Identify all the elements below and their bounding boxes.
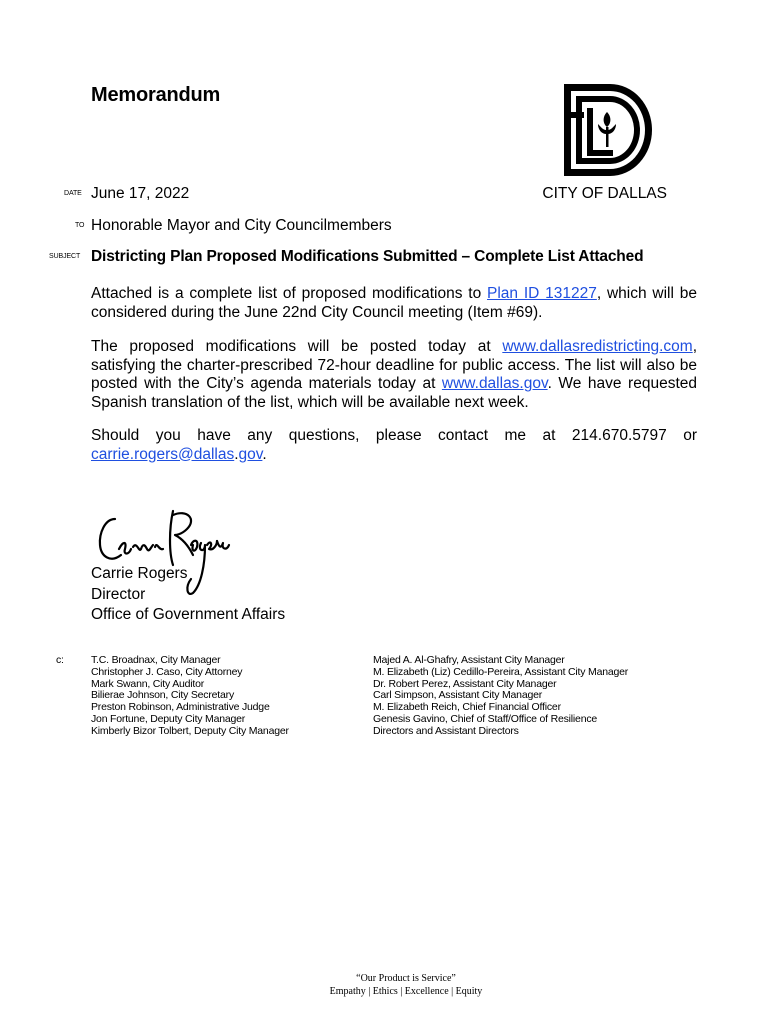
signer-title: Director [91,585,146,603]
cc-item: Jon Fortune, Deputy City Manager [91,712,246,725]
p1-text-end: , which will be considered during the June 22nd City Council meeting (Item #69). [91,285,697,321]
cc-item: Bilierae Johnson, City Secretary [91,689,234,702]
p3-period: . [262,445,267,463]
cc-left-column [91,655,289,738]
paragraph-1 [91,285,697,322]
cc-right-column [373,655,628,738]
p2-text-end: . We have requested Spanish translation of the list, which will be available next week. [91,375,697,411]
plan-id-link[interactable]: Plan ID 131227 [487,285,597,302]
signer-name: Carrie Rogers [91,565,188,582]
cc-item: M. Elizabeth (Liz) Cedillo-Pereira, Assistant City Manager [373,665,629,678]
memo-title: Memorandum [91,84,221,106]
cc-item: Genesis Gavino, Chief of Staff/Office of Resilience [373,712,598,725]
p2-text-mid: , satisfying the charter-prescribed 72-hour deadline for public access. The list will also be posted with the City’s agenda materials today at [91,338,697,392]
date-value: June 17, 2022 [91,185,190,202]
cc-item: Carl Simpson, Assistant City Manager [373,689,543,702]
p3-line-1: Should you have any questions, please contact me at 214.670.5797 or [91,427,697,444]
email-tld-link[interactable]: gov [238,445,263,463]
footer-motto: “Our Product is Service” [356,973,456,984]
cc-item: Mark Swann, City Auditor [91,677,205,690]
cc-item: M. Elizabeth Reich, Chief Financial Officer [373,701,561,714]
footer [0,972,770,998]
cc-item: T.C. Broadnax, City Manager [91,654,221,666]
footer-values: Empathy | Ethics | Excellence | Equity [329,986,483,997]
signer-office: Office of Government Affairs [91,606,286,623]
cc-item: Dr. Robert Perez, Assistant City Manager [373,677,557,690]
subject-value: Districting Plan Proposed Modifications Submitted – Complete List Attached [91,248,644,265]
email-dot: . [234,445,239,463]
date-label: DATE [64,190,82,197]
dallas-gov-link[interactable]: www.dallas.gov [441,375,548,392]
subject-label: SUBJECT [49,253,81,260]
paragraph-2 [91,338,697,412]
email-link[interactable] [91,446,234,463]
cc-item: Preston Robinson, Administrative Judge [91,701,270,714]
p2-text-start: The proposed modifications will be posted today at [91,338,503,355]
p1-text-start: Attached is a complete list of proposed modifications to [91,285,488,302]
cc-item: Christopher J. Caso, City Attorney [91,665,243,678]
city-of-dallas-logo [562,82,652,178]
redistricting-site-link[interactable]: www.dallasredistricting.com [502,338,693,355]
cc-label: c: [56,654,64,666]
cc-item: Directors and Assistant Directors [373,724,519,737]
p3-line-2 [91,446,697,465]
cc-item: Kimberly Bizor Tolbert, Deputy City Manager [91,724,289,737]
paragraph-3 [91,427,697,464]
email-user: carrie.rogers@dallas [91,445,235,463]
to-label: TO [75,222,85,229]
org-name: CITY OF DALLAS [542,185,667,202]
cc-item: Majed A. Al-Ghafry, Assistant City Manager [373,654,565,666]
to-value: Honorable Mayor and City Councilmembers [91,217,392,234]
signature-block [91,564,285,626]
